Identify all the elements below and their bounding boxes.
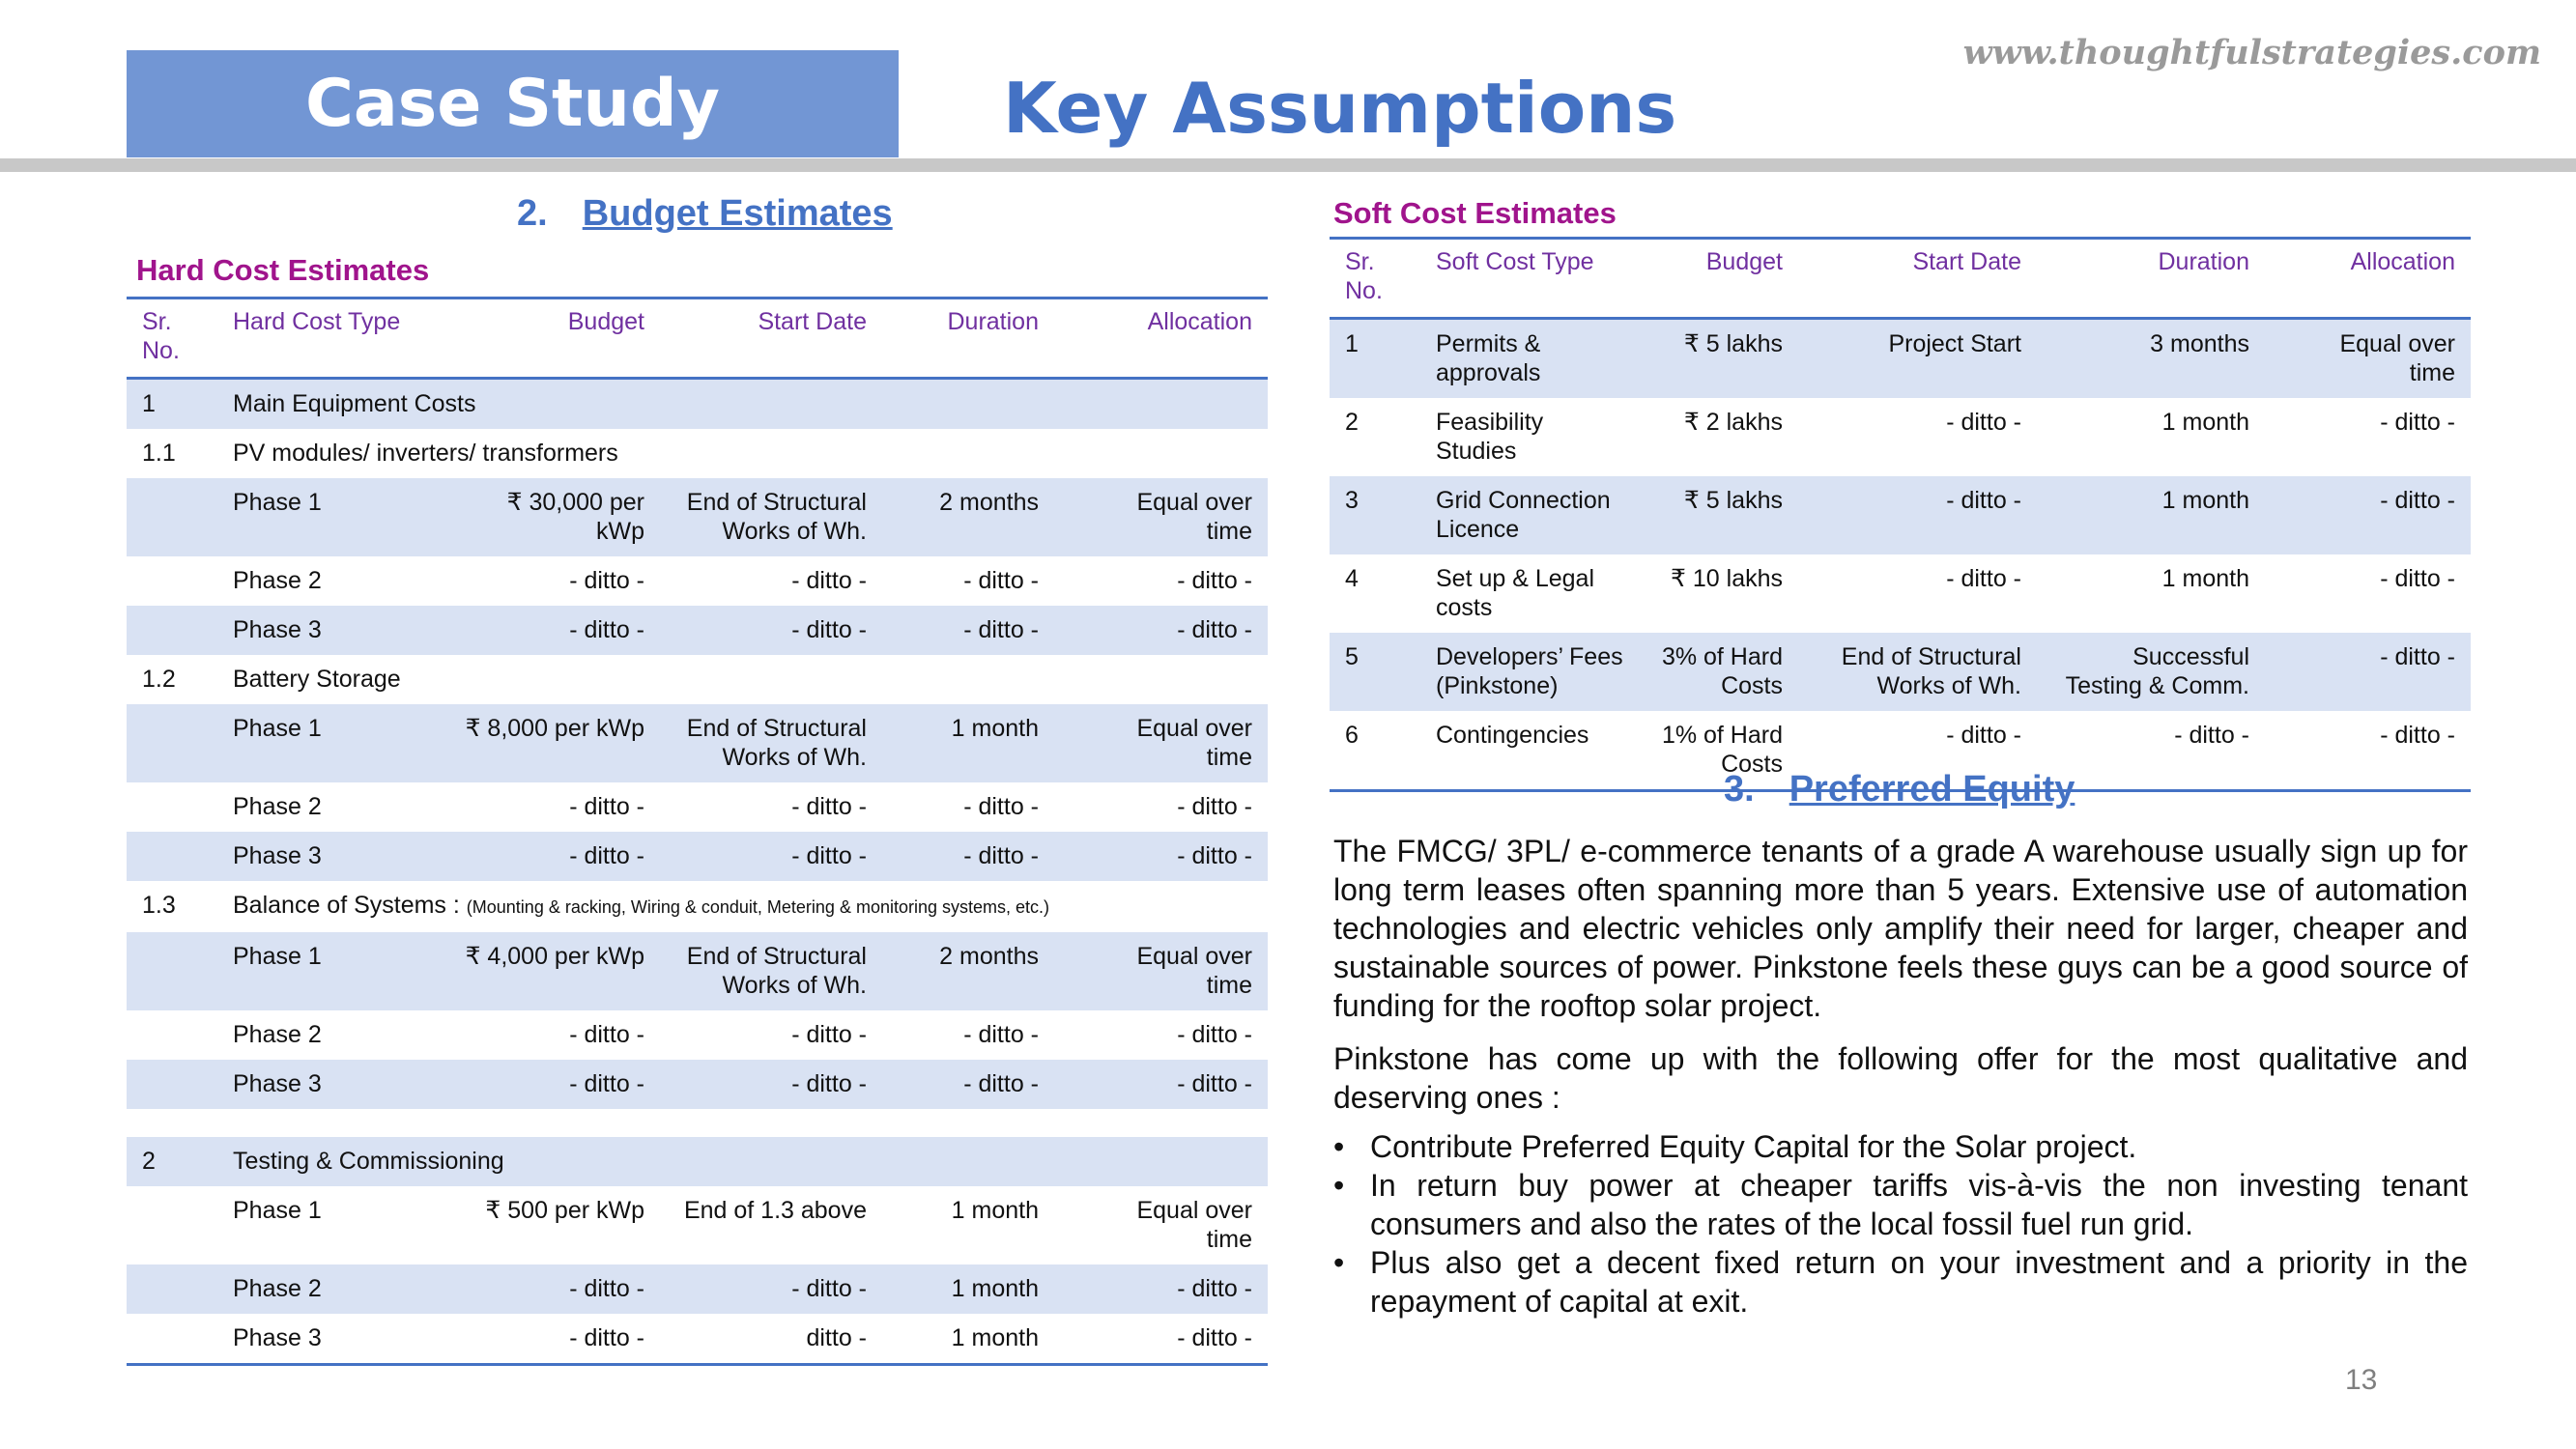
budget-cell: - ditto -	[569, 1021, 644, 1048]
allocation-cell: - ditto -	[2380, 722, 2455, 749]
cost-type-cell	[217, 881, 1268, 932]
page-title: Key Assumptions	[1003, 68, 1677, 149]
sr-no-cell: 1.1	[142, 440, 176, 467]
budget-cell: - ditto -	[447, 606, 660, 655]
equity-paragraph-2: Pinkstone has come up with the following offer for the most qualitative and deserving ones :	[1333, 1041, 2468, 1115]
allocation-cell: - ditto -	[1177, 1324, 1252, 1351]
soft-cost-table	[1330, 237, 2471, 792]
duration-cell: 1 month	[2037, 476, 2265, 554]
table-row	[1330, 633, 2471, 711]
budget-cell: 3% of Hard Costs	[1639, 633, 1798, 711]
duration-cell: 1 month	[951, 1197, 1039, 1224]
cost-type-label: Battery Storage	[233, 666, 401, 693]
allocation-cell: - ditto -	[1177, 1021, 1252, 1048]
hard-cost-table	[127, 297, 1268, 1366]
budget-cell: ₹ 5 lakhs	[1639, 319, 1798, 399]
sr-no-cell: 4	[1345, 565, 1359, 592]
sr-no-cell	[127, 1010, 217, 1060]
soft-cost-caption: Soft Cost Estimates	[1333, 196, 1617, 230]
budget-cell: - ditto -	[569, 793, 644, 820]
bullet-dot-icon: •	[1333, 1245, 1345, 1280]
cost-type-cell: Feasibility Studies	[1436, 409, 1544, 465]
allocation-cell: Equal over time	[1054, 478, 1268, 556]
table-row	[127, 1137, 1268, 1186]
sr-no-cell	[127, 556, 217, 606]
cost-type-cell: Phase 3	[217, 1060, 447, 1109]
budget-cell: ₹ 10 lakhs	[1671, 565, 1783, 592]
start-date-cell: ditto -	[806, 1324, 867, 1351]
cost-type-cell: Phase 3	[217, 832, 447, 881]
sr-no-cell: 1.3	[142, 892, 176, 919]
cost-type-cell: Permits & approvals	[1420, 319, 1639, 399]
sr-no-cell	[127, 1264, 217, 1314]
sr-no-cell	[127, 782, 217, 832]
header-duration: Duration	[2158, 248, 2249, 275]
start-date-cell: - ditto -	[791, 1021, 867, 1048]
header-duration: Duration	[947, 308, 1039, 335]
cost-type-cell: Phase 2	[217, 1264, 447, 1314]
equity-paragraph-1: The FMCG/ 3PL/ e-commerce tenants of a grade A warehouse usually sign up for long term leases often spanning more than 5 years. Extensive use of automation technologies and electric vehicles only amplify their need for larger, cheaper and sustainable sources of power. Pinkstone feels these guys can be a good source of funding for the rooftop solar project.	[1333, 834, 2468, 1023]
sr-no-cell: 2	[1345, 409, 1359, 436]
cost-type-cell	[217, 1137, 1268, 1186]
header-budget: Budget	[1705, 248, 1783, 275]
duration-cell: - ditto -	[882, 832, 1054, 881]
sr-no-cell: 5	[1330, 633, 1420, 711]
banner-text: Case Study	[305, 66, 720, 142]
duration-cell: 1 month	[951, 1324, 1039, 1351]
bullet-dot-icon: •	[1333, 1168, 1345, 1203]
cost-type-cell: Phase 1	[217, 932, 447, 1010]
allocation-cell: Equal over time	[1136, 1197, 1252, 1253]
header-cost-type: Soft Cost Type	[1436, 248, 1594, 275]
start-date-cell: End of Structural Works of Wh.	[1798, 633, 2037, 711]
duration-cell: 2 months	[882, 932, 1054, 1010]
section-title: Preferred Equity	[1789, 769, 2075, 810]
duration-cell: 1 month	[2161, 409, 2249, 436]
start-date-cell: End of 1.3 above	[683, 1197, 867, 1224]
start-date-cell: - ditto -	[660, 1060, 882, 1109]
section-budget-heading	[517, 193, 893, 235]
allocation-cell: - ditto -	[1177, 567, 1252, 594]
header-budget: Budget	[567, 308, 644, 335]
hard-cost-caption: Hard Cost Estimates	[136, 253, 430, 287]
section-title: Budget Estimates	[582, 193, 893, 234]
sr-no-cell	[127, 606, 217, 655]
duration-cell: 1 month	[882, 1264, 1054, 1314]
table-row	[127, 1010, 1268, 1060]
allocation-cell: - ditto -	[1054, 1264, 1268, 1314]
cost-type-label: Main Equipment Costs	[233, 390, 476, 417]
table-spacer-row	[127, 1109, 1268, 1137]
sr-no-cell	[127, 832, 217, 881]
sr-no-cell	[127, 1060, 217, 1109]
duration-cell: 1 month	[2161, 565, 2249, 592]
duration-cell: - ditto -	[963, 567, 1039, 594]
header-allocation: Allocation	[1147, 308, 1252, 335]
cost-type-cell: Phase 3	[217, 606, 447, 655]
allocation-cell: - ditto -	[1054, 606, 1268, 655]
start-date-cell: - ditto -	[660, 832, 882, 881]
cost-type-cell: Set up & Legal costs	[1436, 565, 1595, 621]
header-sr-no: Sr. No.	[1345, 248, 1383, 304]
duration-cell: - ditto -	[963, 1021, 1039, 1048]
start-date-cell: End of Structural Works of Wh.	[660, 478, 882, 556]
budget-cell: ₹ 30,000 per kWp	[447, 478, 660, 556]
bullet-dot-icon: •	[1333, 1129, 1345, 1164]
sr-no-cell: 2	[127, 1137, 217, 1186]
start-date-cell: - ditto -	[660, 606, 882, 655]
header-allocation: Allocation	[2350, 248, 2455, 275]
allocation-cell: Equal over time	[1054, 932, 1268, 1010]
cost-type-cell: Phase 3	[233, 1324, 322, 1351]
cost-type-cell: Grid Connection Licence	[1420, 476, 1639, 554]
table-row	[1330, 554, 2471, 633]
duration-cell: 1 month	[882, 704, 1054, 782]
sr-no-cell	[127, 1314, 217, 1365]
cost-type-cell	[217, 379, 1268, 430]
table-row	[1330, 319, 2471, 399]
table-row	[127, 1264, 1268, 1314]
equity-offer-list	[1333, 1127, 2468, 1321]
sr-no-cell	[127, 932, 217, 1010]
sr-no-cell: 1	[127, 379, 217, 430]
table-row	[1330, 398, 2471, 476]
table-row	[127, 1186, 1268, 1264]
budget-cell: - ditto -	[447, 832, 660, 881]
table-row	[127, 881, 1268, 932]
table-row	[127, 932, 1268, 1010]
table-row	[1330, 476, 2471, 554]
duration-cell: - ditto -	[882, 606, 1054, 655]
start-date-cell: - ditto -	[1946, 722, 2021, 749]
budget-cell: - ditto -	[569, 567, 644, 594]
budget-cell: - ditto -	[447, 1060, 660, 1109]
header-start-date: Start Date	[1912, 248, 2021, 275]
table-row	[127, 1314, 1268, 1365]
allocation-cell: - ditto -	[1177, 793, 1252, 820]
offer-bullet-text: In return buy power at cheaper tariffs vis-à-vis the non investing tenant consumers and also the rates of the local fossil fuel run grid.	[1370, 1168, 2468, 1241]
start-date-cell: - ditto -	[1798, 476, 2037, 554]
allocation-cell: - ditto -	[1054, 832, 1268, 881]
sr-no-cell	[127, 704, 217, 782]
budget-cell: ₹ 2 lakhs	[1683, 409, 1783, 436]
duration-cell: - ditto -	[963, 793, 1039, 820]
allocation-cell: - ditto -	[2380, 409, 2455, 436]
duration-cell: - ditto -	[2174, 722, 2249, 749]
table-row	[127, 704, 1268, 782]
cost-type-cell	[217, 429, 1268, 478]
hard-cost-header-row	[127, 298, 1268, 379]
table-row	[127, 832, 1268, 881]
budget-cell: ₹ 5 lakhs	[1639, 476, 1798, 554]
start-date-cell: End of Structural Works of Wh.	[660, 704, 882, 782]
start-date-cell: - ditto -	[1946, 409, 2021, 436]
offer-bullet	[1333, 1127, 2468, 1166]
budget-cell: ₹ 8,000 per kWp	[447, 704, 660, 782]
cost-type-cell: Phase 2	[233, 567, 322, 594]
start-date-cell: - ditto -	[791, 793, 867, 820]
start-date-cell: - ditto -	[791, 567, 867, 594]
offer-bullet-text: Plus also get a decent fixed return on your investment and a priority in the repayment of capital at exit.	[1370, 1245, 2468, 1319]
budget-cell: - ditto -	[569, 1324, 644, 1351]
cost-type-cell: Phase 1	[233, 1197, 322, 1224]
table-row	[127, 782, 1268, 832]
soft-cost-header-row	[1330, 239, 2471, 319]
cost-type-cell: Phase 1	[217, 704, 447, 782]
cost-type-cell: Phase 2	[233, 793, 322, 820]
table-row	[127, 429, 1268, 478]
start-date-cell: - ditto -	[1946, 565, 2021, 592]
budget-cell: ₹ 4,000 per kWp	[447, 932, 660, 1010]
table-row	[127, 478, 1268, 556]
allocation-cell: Equal over time	[2265, 319, 2471, 399]
sr-no-cell: 1.2	[142, 666, 176, 693]
budget-cell: 1% of Hard Costs	[1661, 722, 1783, 778]
allocation-cell: - ditto -	[2380, 565, 2455, 592]
sr-no-cell	[127, 478, 217, 556]
cost-type-cell: Phase 2	[233, 1021, 322, 1048]
table-row	[127, 379, 1268, 430]
budget-cell: ₹ 500 per kWp	[485, 1197, 644, 1224]
offer-bullet-text: Contribute Preferred Equity Capital for the Solar project.	[1370, 1129, 2137, 1164]
cost-type-note: (Mounting & racking, Wiring & conduit, Metering & monitoring systems, etc.)	[466, 897, 1050, 917]
section-number: 2.	[517, 193, 548, 234]
duration-cell: - ditto -	[882, 1060, 1054, 1109]
budget-cell: - ditto -	[447, 1264, 660, 1314]
sr-no-cell	[127, 1186, 217, 1264]
offer-bullet	[1333, 1166, 2468, 1243]
duration-cell: 3 months	[2037, 319, 2265, 399]
start-date-cell: Project Start	[1798, 319, 2037, 399]
table-row	[127, 655, 1268, 704]
cost-type-cell: Contingencies	[1436, 722, 1589, 749]
cost-type-cell: Phase 1	[217, 478, 447, 556]
allocation-cell: - ditto -	[1054, 1060, 1268, 1109]
start-date-cell: - ditto -	[660, 1264, 882, 1314]
allocation-cell: Equal over time	[1054, 704, 1268, 782]
header-cost-type: Hard Cost Type	[233, 308, 401, 335]
cost-type-label: Testing & Commissioning	[233, 1148, 504, 1175]
allocation-cell: - ditto -	[2265, 476, 2471, 554]
page-number: 13	[2345, 1364, 2378, 1396]
offer-bullet	[1333, 1243, 2468, 1321]
cost-type-cell: Developers’ Fees (Pinkstone)	[1420, 633, 1639, 711]
cost-type-cell	[217, 655, 1268, 704]
cost-type-label: PV modules/ inverters/ transformers	[233, 440, 618, 467]
sr-no-cell: 6	[1345, 722, 1359, 749]
sr-no-cell: 3	[1330, 476, 1420, 554]
section-equity-heading	[1724, 769, 2075, 810]
case-study-banner	[127, 50, 899, 157]
table-row	[127, 606, 1268, 655]
section-number: 3.	[1724, 769, 1755, 810]
header-sr-no: Sr. No.	[142, 308, 180, 364]
table-row	[127, 556, 1268, 606]
table-row	[127, 1060, 1268, 1109]
sr-no-cell: 1	[1330, 319, 1420, 399]
website-url[interactable]: www.thoughtfulstrategies.com	[1962, 33, 2541, 72]
header-start-date: Start Date	[758, 308, 867, 335]
start-date-cell: End of Structural Works of Wh.	[660, 932, 882, 1010]
header-divider	[0, 158, 2576, 172]
duration-cell: Successful Testing & Comm.	[2037, 633, 2265, 711]
allocation-cell: - ditto -	[2265, 633, 2471, 711]
cost-type-label: Balance of Systems :	[233, 892, 460, 919]
duration-cell: 2 months	[882, 478, 1054, 556]
